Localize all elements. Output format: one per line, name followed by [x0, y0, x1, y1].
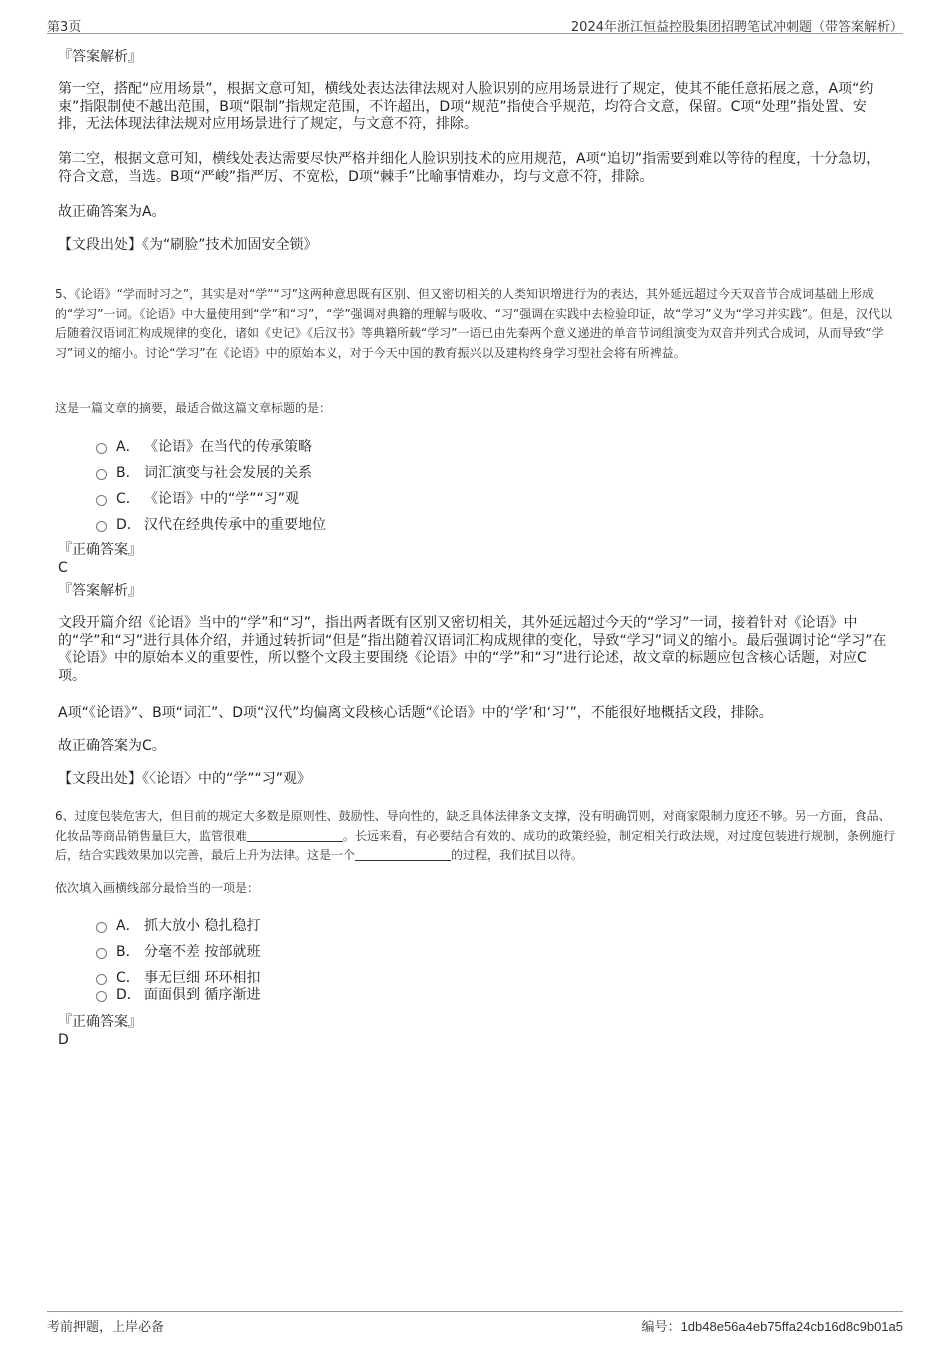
- q5-source: 【文段出处】《〈论语〉中的“学”“习”观》: [58, 771, 312, 787]
- document-code: 编号：1db48e56a4eb75ffa24cb16d8c9b01a5: [641, 1319, 903, 1334]
- q5-option-b[interactable]: B． 词汇演变与社会发展的关系: [96, 462, 312, 482]
- radio-icon[interactable]: [96, 469, 107, 480]
- radio-icon[interactable]: [96, 948, 107, 959]
- radio-icon[interactable]: [96, 991, 107, 1002]
- page-header: [47, 13, 903, 34]
- radio-icon[interactable]: [96, 495, 107, 506]
- radio-icon[interactable]: [96, 922, 107, 933]
- q4-analysis-paragraph-2: 第二空，根据文意可知，横线处表达需要尽快严格并细化人脸识别技术的应用规范，A项“追切”指需要到难以等待的程度，十分急切，符合文意，当选。B项“严峻”指严厉、不宽松，D项“棘手”比喻事情难办，均与文意不符，排除。: [58, 151, 881, 185]
- q4-analysis-label: 『答案解析』: [58, 49, 142, 65]
- q6-option-b[interactable]: B． 分毫不差 按部就班: [96, 941, 260, 961]
- q4-analysis-paragraph-1: 第一空，搭配“应用场景”，根据文意可知，横线处表达法律法规对人脸识别的应用场景进行了规定，使其不能任意拓展之意，A项“约束”指限制使不越出范围，B项“限制”指规定范围，不许超出，D项“规范”指使合乎规范，均符合文意，保留。C项“处理”指处置、安排，无法体现法律法规对应用场景进行了规定，与文意不符，排除。: [58, 81, 874, 132]
- q4-source: 【文段出处】《为“刷脸”技术加固安全锁》: [58, 237, 318, 253]
- q5-analysis-label: 『答案解析』: [58, 583, 142, 599]
- q5-answer-label: 『正确答案』: [58, 542, 142, 558]
- q5-conclusion: 故正确答案为C。: [58, 738, 166, 754]
- footer-slogan: 考前押题，上岸必备: [47, 1320, 165, 1335]
- q6-prompt: 依次填入画横线部分最恰当的一项是：: [55, 881, 260, 895]
- q6-answer: D: [58, 1032, 69, 1048]
- q4-conclusion: 故正确答案为A。: [58, 204, 166, 220]
- q6-option-d[interactable]: D． 面面俱到 循序渐进: [96, 984, 260, 1004]
- q5-analysis-paragraph-2: A项“《论语》”、B项“词汇”、D项“汉代”均偏离文段核心话题“《论语》中的‘学’和‘习’”，不能很好地概括文段，排除。: [58, 705, 773, 721]
- q5-prompt: 这是一篇文章的摘要，最适合做这篇文章标题的是：: [55, 401, 332, 415]
- q6-answer-label: 『正确答案』: [58, 1014, 142, 1030]
- fill-blank-2: [355, 848, 451, 861]
- page-footer: [47, 1311, 903, 1334]
- q5-analysis-paragraph-1: 文段开篇介绍《论语》当中的“学”和“习”，指出两者既有区别又密切相关，其外延远超过今天的“学习”一词，接着针对《论语》中的“学”和“习”进行具体介绍，并通过转折词“但是”指出随着汉语词汇构成规律的变化，导致“学习”词义的缩小。最后强调讨论“学习”在《论语》中的原始本义的重要性，所以整个文段主要围绕《论语》中的“学”和“习”进行论述，故文章的标题应包含核心话题，对应C项。: [58, 615, 887, 684]
- radio-icon[interactable]: [96, 521, 107, 532]
- document-title: 2024年浙江恒益控股集团招聘笔试冲刺题（带答案解析）: [570, 20, 903, 35]
- q6-option-c[interactable]: C． 事无巨细 环环相扣: [96, 967, 260, 987]
- radio-icon[interactable]: [96, 443, 107, 454]
- fill-blank-1: [247, 829, 343, 842]
- q5-option-d[interactable]: D． 汉代在经典传承中的重要地位: [96, 514, 326, 534]
- q5-answer: C: [58, 560, 68, 576]
- q5-stem: 5、《论语》“学而时习之”，其实是对“学”“习”这两种意思既有区别、但又密切相关的人类知识增进行为的表达，其外延远超过今天双音节合成词基础上形成的“学习”一词。《论语》中大量使用到“学”和“习”，“学”强调对典籍的理解与吸收、“习”强调在实践中去检验印证，故“学习”义为“学习并实践”。但是，汉代以后随着汉语词汇构成规律的变化，诸如《史记》《后汉书》等典籍所载“学习”一语已由先秦两个意义递进的单音节词组演变为双音并列式合成词，从而导致“学习”词义的缩小。讨论“学习”在《论语》中的原始本义，对于今天中国的教育振兴以及建构终身学习型社会将有所裨益。: [55, 287, 893, 360]
- q6-option-a[interactable]: A． 抓大放小 稳扎稳打: [96, 915, 260, 935]
- page-number: 第3页: [47, 20, 82, 35]
- q5-option-c[interactable]: C． 《论语》中的“学”“习”观: [96, 488, 299, 508]
- q6-stem: 6、过度包装危害大，但目前的规定大多数是原则性、鼓励性、导向性的，缺乏具体法律条文支撑，没有明确罚则，对商家限制力度还不够。另一方面，食品、化妆品等商品销售量巨大，监管很难 。长远来看，有必要结合有效的、成功的政策经验，制定相关行政法规，对过度包装进行规制，条例施行后，结合实践效果加以完善，最后上升为法律。这是一个 的过程，我们拭目以待。: [55, 809, 896, 862]
- q5-option-a[interactable]: A． 《论语》在当代的传承策略: [96, 436, 312, 456]
